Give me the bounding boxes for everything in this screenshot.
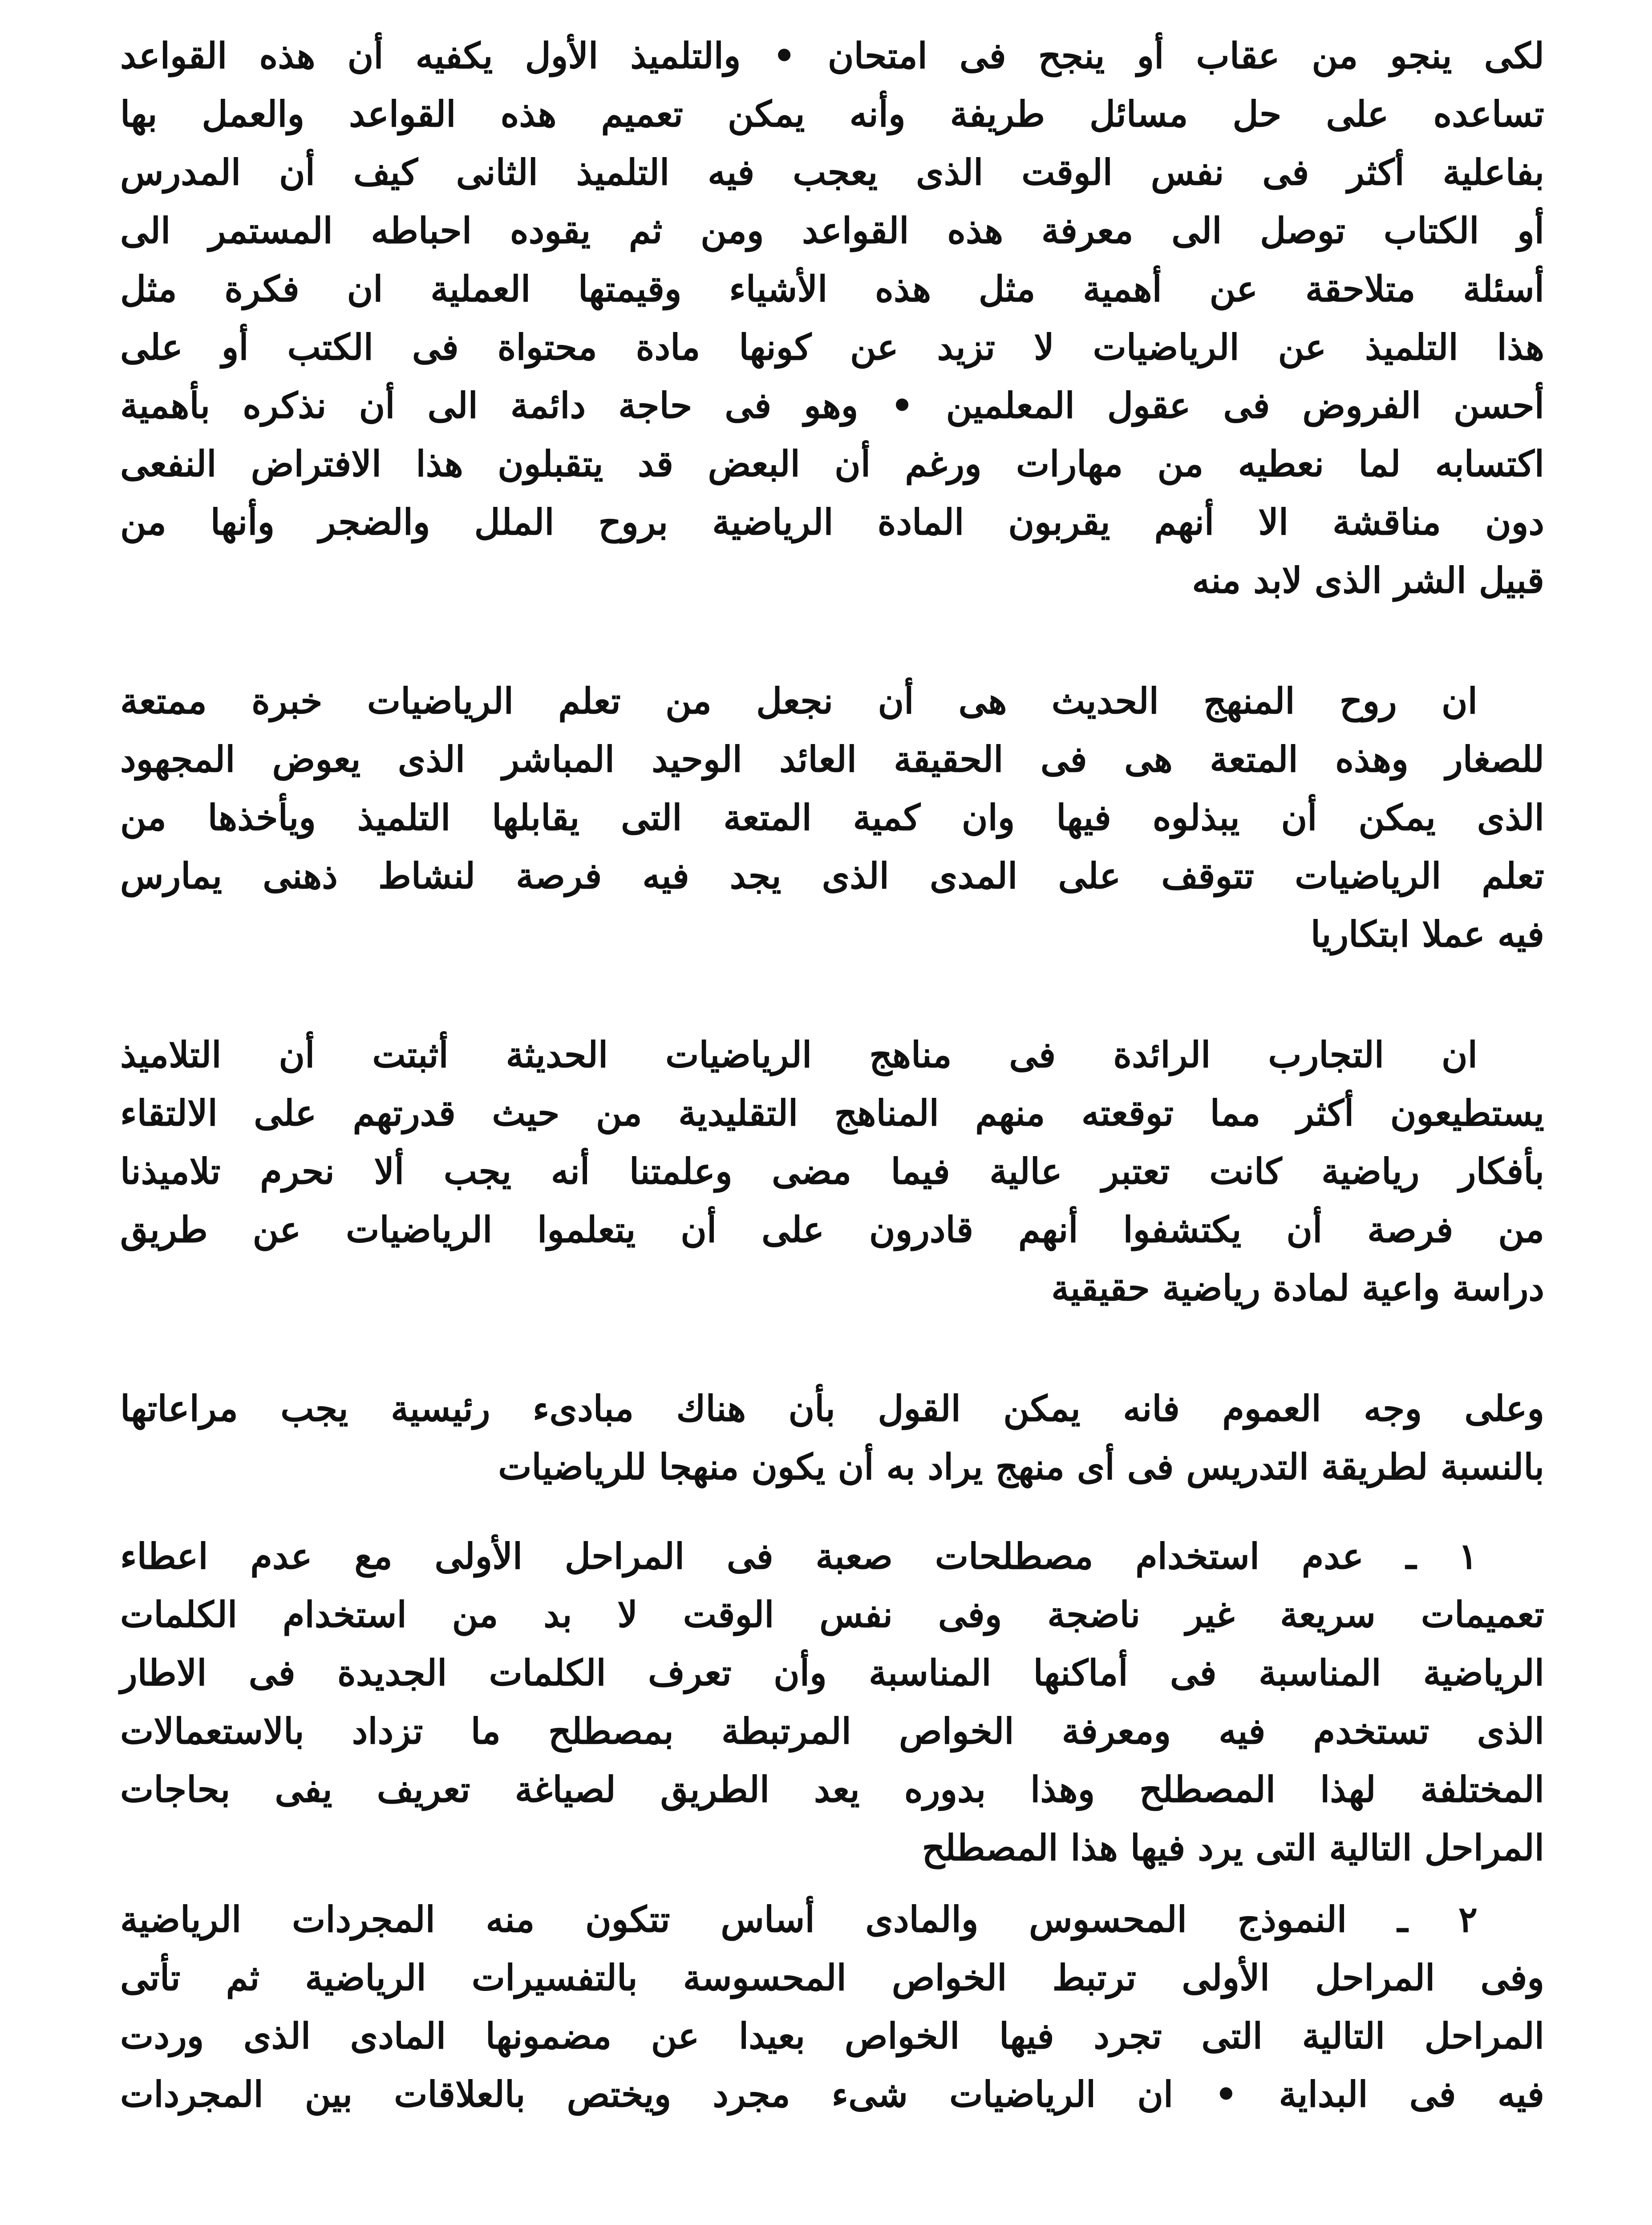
text-line: يستطيعون أكثر مما توقعته منهم المناهج التقليدية من حيث قدرتهم على الالتقاء	[120, 1092, 1544, 1134]
text-line: بأفكار رياضية كانت تعتبر عالية فيما مضى وعلمتنا أنه يجب ألا نحرم تلاميذنا	[120, 1150, 1544, 1192]
text-line: اكتسابه لما نعطيه من مهارات ورغم أن البعض قد يتقبلون هذا الافتراض النفعى	[120, 443, 1544, 485]
text-line: الذى يمكن أن يبذلوه فيها وان كمية المتعة التى يقابلها التلميذ ويأخذها من	[120, 797, 1544, 838]
paragraph-3	[120, 1026, 1544, 1317]
text-line: المختلفة لهذا المصطلح وهذا بدوره يعد الطريق لصياغة تعريف يفى بحاجات	[120, 1768, 1544, 1810]
paragraph-4	[120, 1380, 1544, 1496]
text-line: وعلى وجه العموم فانه يمكن القول بأن هناك مبادىء رئيسية يجب مراعاتها	[120, 1388, 1544, 1429]
text-line: الذى تستخدم فيه ومعرفة الخواص المرتبطة بمصطلح ما تزداد بالاستعمالات	[120, 1710, 1544, 1752]
paragraph-gap	[120, 1496, 1544, 1527]
text-line: أسئلة متلاحقة عن أهمية مثل هذه الأشياء وقيمتها العملية ان فكرة مثل	[120, 268, 1545, 310]
text-line: تساعده على حل مسائل طريفة وأنه يمكن تعميم هذه القواعد والعمل بها	[120, 93, 1544, 135]
text-line: دون مناقشة الا أنهم يقربون المادة الرياضية بروح الملل والضجر وأنها من	[120, 501, 1544, 543]
list-item-1	[120, 1527, 1544, 1877]
text-line: ١ ـ عدم استخدام مصطلحات صعبة فى المراحل الأولى مع عدم اعطاء	[120, 1535, 1478, 1577]
paragraph-gap	[120, 610, 1544, 672]
paragraph-1	[120, 27, 1544, 610]
text-line: فيه عملا ابتكاريا	[1310, 913, 1544, 955]
paragraph-gap	[120, 1317, 1544, 1380]
text-line: أو الكتاب توصل الى معرفة هذه القواعد ومن ثم يقوده احباطه المستمر الى	[120, 210, 1544, 251]
text-line: بفاعلية أكثر فى نفس الوقت الذى يعجب فيه التلميذ الثانى كيف أن المدرس	[120, 151, 1544, 193]
text-line: بالنسبة لطريقة التدريس فى أى منهج يراد به أن يكون منهجا للرياضيات	[498, 1446, 1544, 1488]
paragraph-gap	[120, 963, 1544, 1026]
text-line: الرياضية المناسبة فى أماكنها المناسبة وأن تعرف الكلمات الجديدة فى الاطار	[120, 1652, 1544, 1694]
text-line: ٢ ـ النموذج المحسوس والمادى أساس تتكون منه المجردات الرياضية	[120, 1898, 1478, 1940]
list-item-2	[120, 1890, 1544, 2124]
text-line: تعلم الرياضيات تتوقف على المدى الذى يجد فيه فرصة لنشاط ذهنى يمارس	[120, 855, 1544, 897]
text-line: ان التجارب الرائدة فى مناهج الرياضيات الحديثة أثبتت أن التلاميذ	[120, 1034, 1478, 1076]
text-line: للصغار وهذه المتعة هى فى الحقيقة العائد الوحيد المباشر الذى يعوض المجهود	[120, 738, 1544, 780]
document-page	[120, 27, 1544, 2124]
text-line: لكى ينجو من عقاب أو ينجح فى امتحان • والتلميذ الأول يكفيه أن هذه القواعد	[120, 35, 1544, 77]
text-line: هذا التلميذ عن الرياضيات لا تزيد عن كونها مادة محتواة فى الكتب أو على	[120, 326, 1545, 368]
text-line: المراحل التالية التى يرد فيها هذا المصطلح	[922, 1827, 1544, 1869]
text-line: من فرصة أن يكتشفوا أنهم قادرون على أن يتعلموا الرياضيات عن طريق	[120, 1209, 1544, 1250]
text-line: تعميمات سريعة غير ناضجة وفى نفس الوقت لا بد من استخدام الكلمات	[120, 1594, 1545, 1635]
text-line: قبيل الشر الذى لابد منه	[1192, 559, 1544, 601]
text-line: وفى المراحل الأولى ترتبط الخواص المحسوسة بالتفسيرات الرياضية ثم تأتى	[120, 1957, 1545, 1998]
paragraph-2	[120, 672, 1544, 963]
paragraph-gap	[120, 1877, 1544, 1890]
text-line: ان روح المنهج الحديث هى أن نجعل من تعلم الرياضيات خبرة ممتعة	[120, 680, 1478, 722]
text-line: دراسة واعية لمادة رياضية حقيقية	[1051, 1267, 1544, 1309]
text-line: أحسن الفروض فى عقول المعلمين • وهو فى حاجة دائمة الى أن نذكره بأهمية	[120, 384, 1544, 426]
text-line: فيه فى البداية • ان الرياضيات شىء مجرد ويختص بالعلاقات بين المجردات	[120, 2073, 1545, 2115]
text-line: المراحل التالية التى تجرد فيها الخواص بعيدا عن مضمونها المادى الذى وردت	[120, 2015, 1544, 2057]
